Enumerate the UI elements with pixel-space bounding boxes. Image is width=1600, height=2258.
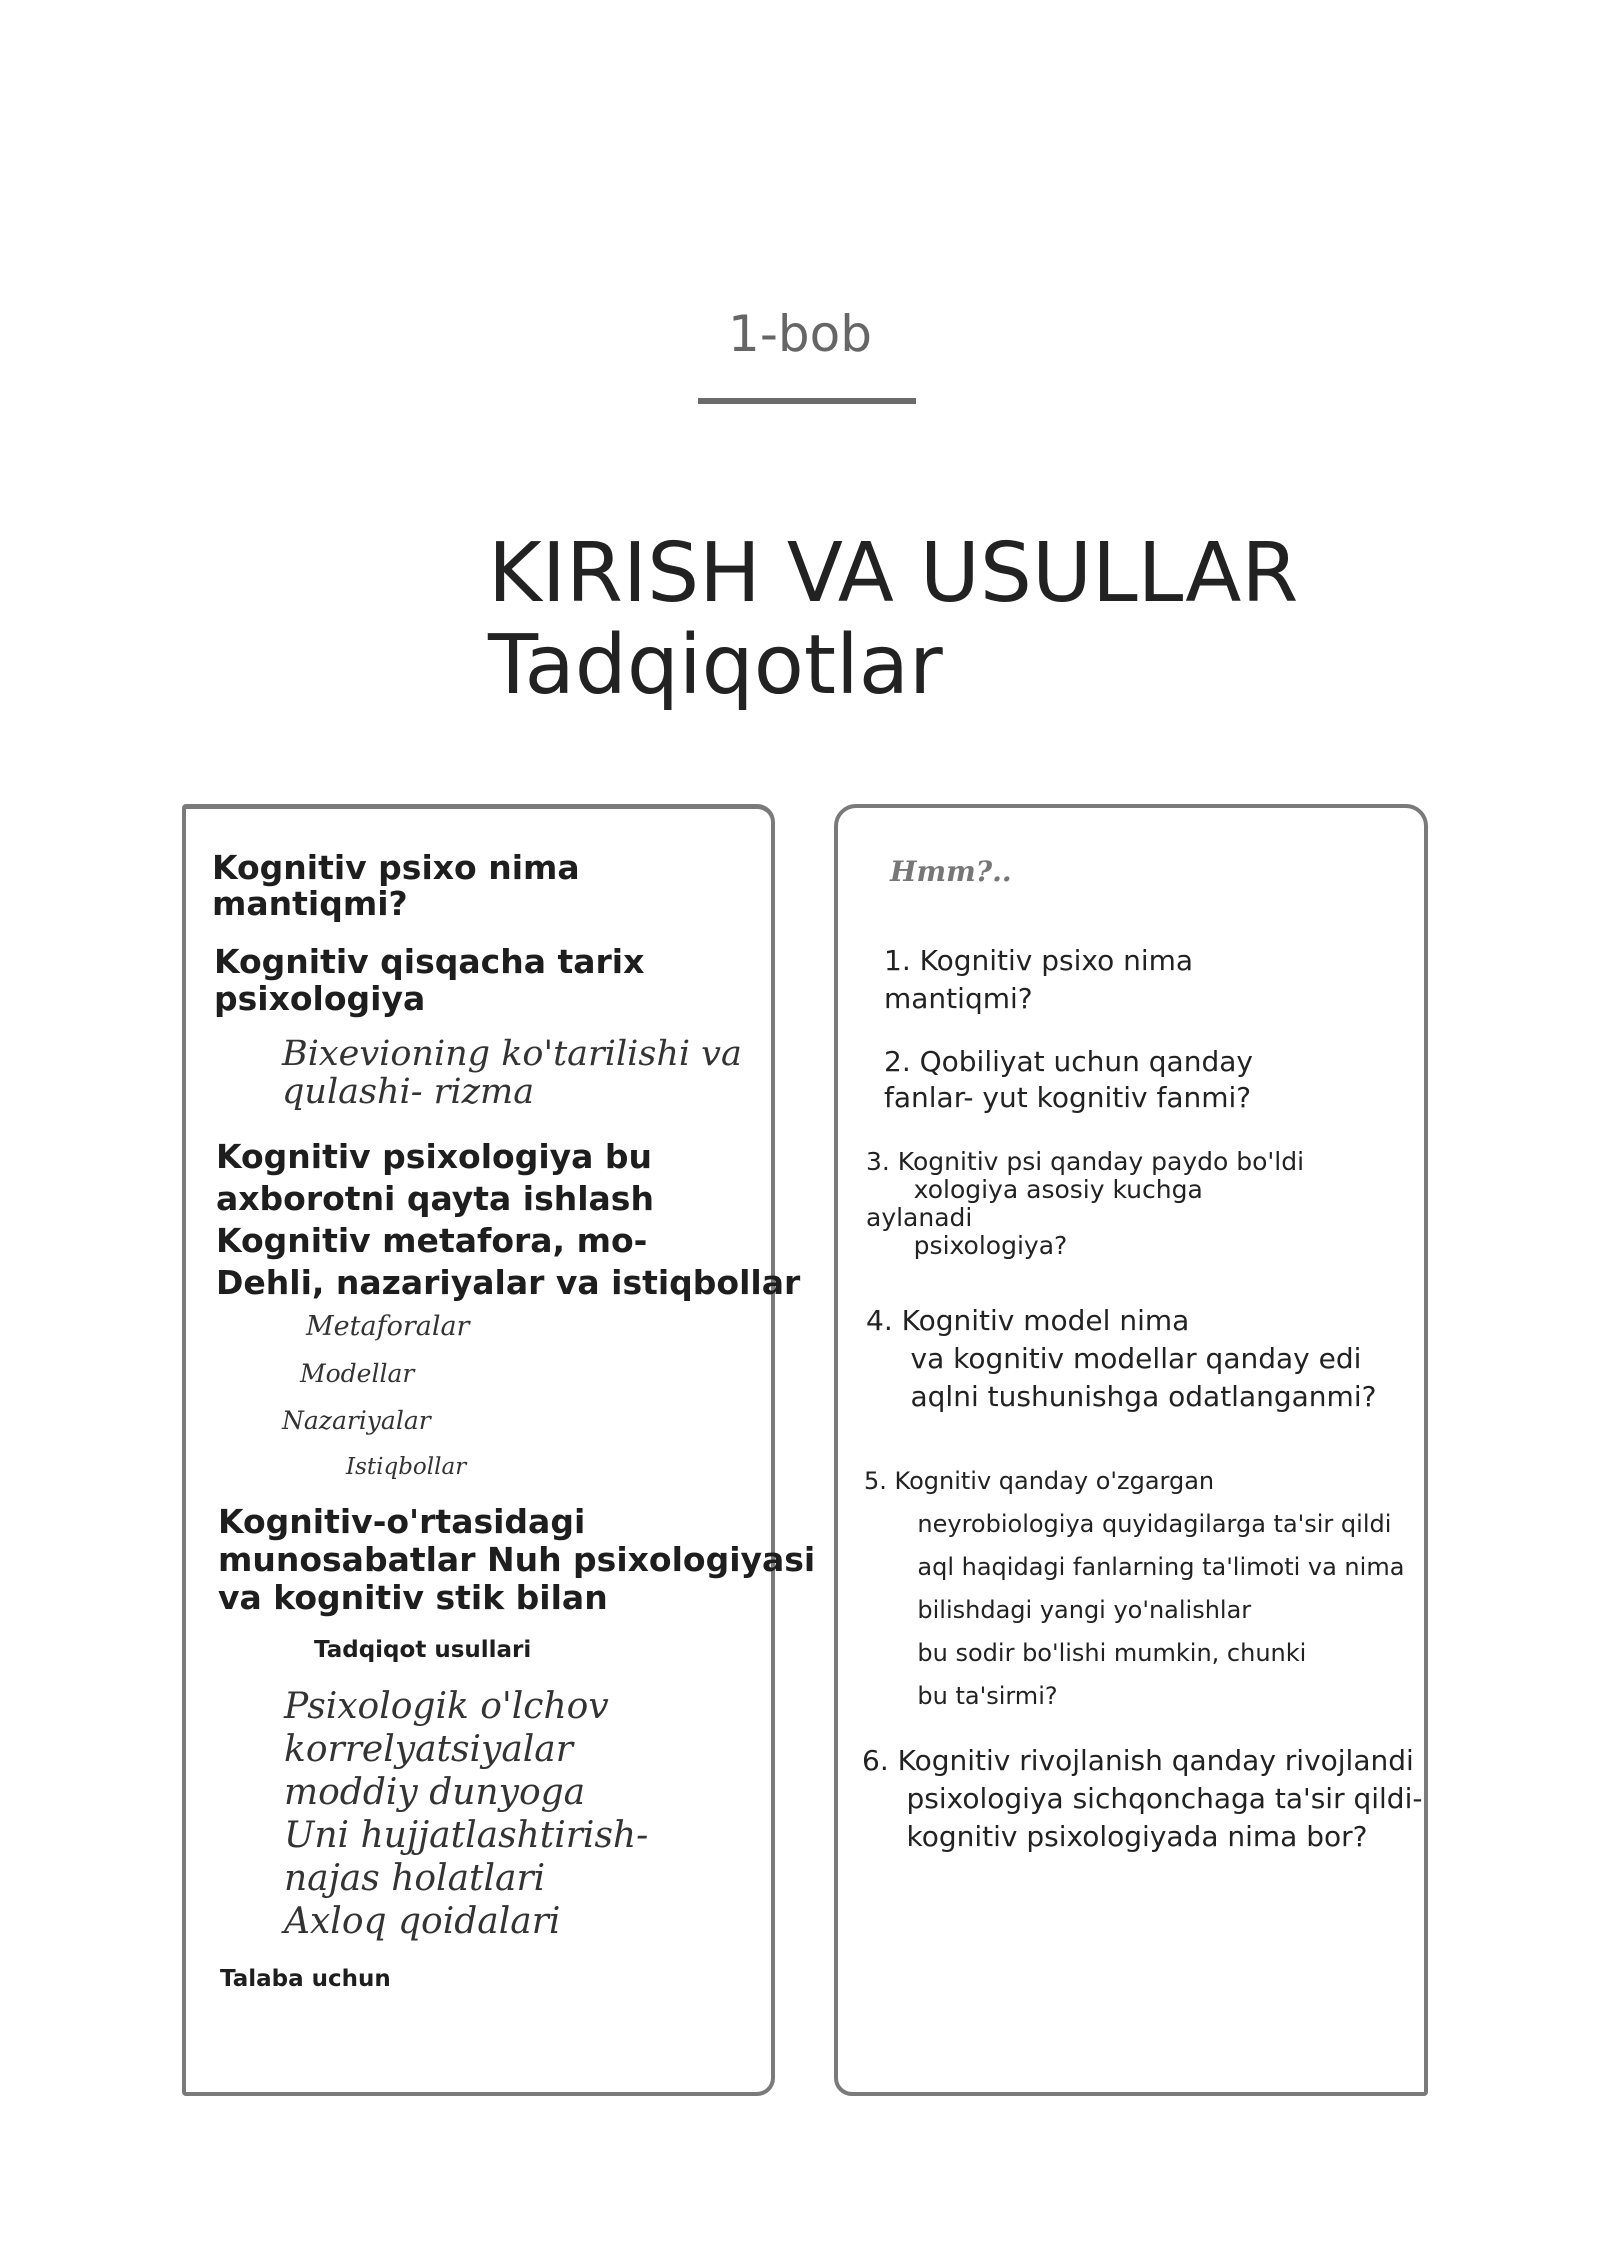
- question-3: 3. Kognitiv psi qanday paydo bo'ldi xologiya asosiy kuchga aylanadi psixologiya?: [866, 1147, 1305, 1260]
- outline-methods-list: Psixologik o'lchov korrelyatsiyalar moddiy dunyoga Uni hujjatlashtirish- najas holatlari Axloq qoidalari: [284, 1686, 649, 1942]
- outline-heading-methods: Tadqiqot usullari: [314, 1637, 532, 1663]
- chapter-title-line2: Tadqiqotlar: [488, 618, 943, 713]
- question-4: 4. Kognitiv model nima va kognitiv modellar qanday edi aqlni tushunishga odatlanganmi?: [866, 1304, 1377, 1413]
- outline-item-metaforalar: Metaforalar: [306, 1311, 470, 1342]
- outline-sub-behaviorism: Bixevioning ko'tarilishi va qulashi- rizma: [282, 1034, 742, 1112]
- outline-heading-what-is: Kognitiv psixo nima mantiqmi?: [212, 848, 580, 923]
- outline-heading-information: Kognitiv psixologiya bu axborotni qayta ishlash Kognitiv metafora, mo- Dehli, nazariyalar va istiqbollar: [216, 1137, 801, 1302]
- question-5: 5. Kognitiv qanday o'zgargan neyrobiologiya quyidagilarga ta'sir qildi aql haqidagi fanlarning ta'limoti va nima bilishdagi yangi yo'nalishlar bu sodir bo'lishi mumkin, chunki bu ta'sirmi?: [864, 1467, 1405, 1710]
- chapter-label: 1-bob: [728, 305, 872, 363]
- outline-item-istiqbollar: Istiqbollar: [346, 1454, 467, 1480]
- chapter-title-line1: KIRISH VA USULLAR: [488, 526, 1299, 621]
- chapter-divider: [698, 398, 916, 404]
- question-6: 6. Kognitiv rivojlanish qanday rivojlandi psixologiya sichqonchaga ta'sir qildi- kognitiv psixologiyada nima bor?: [862, 1744, 1423, 1853]
- questions-hmm: Hmm?..: [890, 855, 1012, 888]
- outline-heading-relations: Kognitiv-o'rtasidagi munosabatlar Nuh psixologiyasi va kognitiv stik bilan: [218, 1502, 816, 1617]
- outline-footer-student: Talaba uchun: [220, 1966, 391, 1992]
- outline-item-modellar: Modellar: [300, 1359, 415, 1388]
- chapter-title: [488, 528, 1298, 712]
- outline-item-nazariyalar: Nazariyalar: [282, 1406, 431, 1435]
- question-1: 1. Kognitiv psixo nima mantiqmi?: [884, 944, 1194, 1015]
- question-2: 2. Qobiliyat uchun qanday fanlar- yut kognitiv fanmi?: [884, 1045, 1253, 1114]
- outline-heading-history: Kognitiv qisqacha tarix psixologiya: [214, 942, 645, 1018]
